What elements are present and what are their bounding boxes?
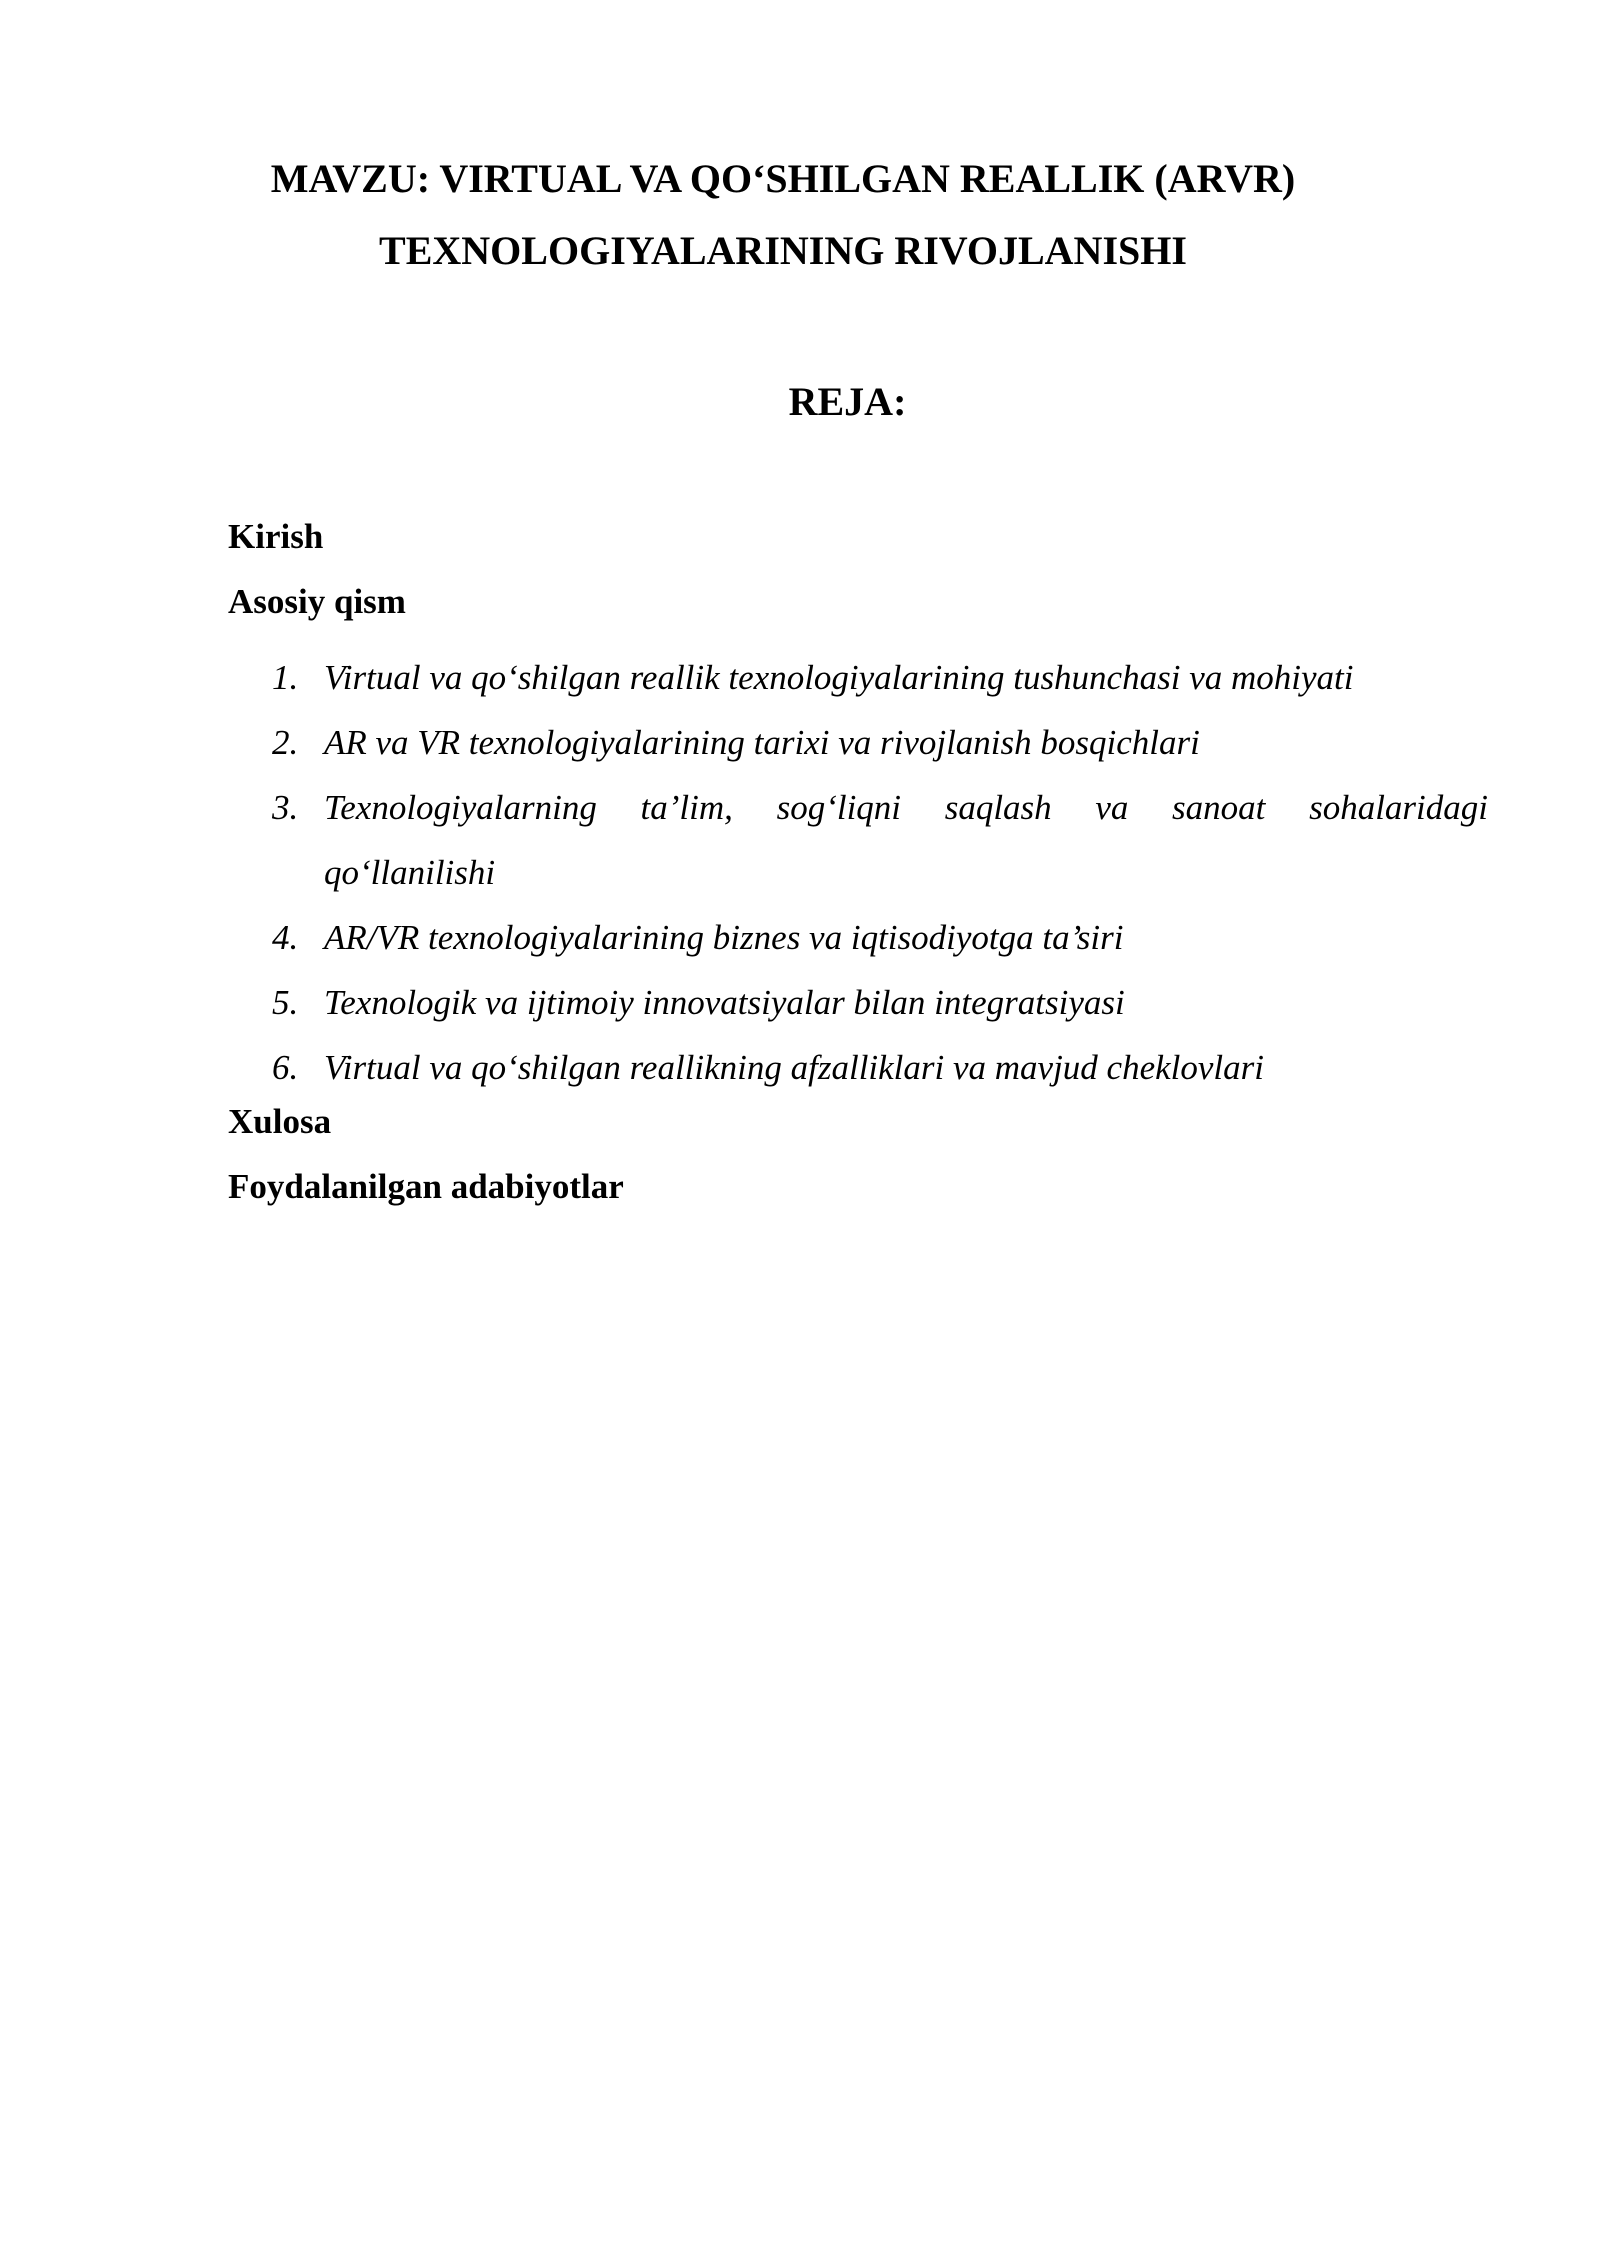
section-references: Foydalanilgan adabiyotlar xyxy=(228,1167,624,1206)
plan-item-2 xyxy=(228,710,1488,775)
plan-item-number: 5. xyxy=(272,983,299,1022)
plan-list xyxy=(228,645,1488,1100)
plan-item-text: Texnologik va ijtimoiy innovatsiyalar bilan integratsiyasi xyxy=(324,983,1125,1022)
plan-item-number: 2. xyxy=(272,723,299,762)
section-main-part: Asosiy qism xyxy=(228,582,406,621)
plan-item-4 xyxy=(228,905,1488,970)
document-title-line-1: MAVZU: VIRTUAL VA QO‘SHILGAN REALLIK (ARVR) xyxy=(270,156,1296,201)
section-conclusion: Xulosa xyxy=(228,1102,332,1141)
plan-item-number: 1. xyxy=(272,658,299,697)
plan-item-number: 4. xyxy=(272,918,299,957)
plan-item-6 xyxy=(228,1035,1488,1100)
plan-item-number: 3. xyxy=(272,788,299,827)
plan-item-text: Virtual va qo‘shilgan reallikning afzalliklari va mavjud cheklovlari xyxy=(324,1048,1264,1087)
plan-item-text: AR/VR texnologiyalarining biznes va iqtisodiyotga ta’siri xyxy=(324,918,1124,957)
document-title-line-2: TEXNOLOGIYALARINING RIVOJLANISHI xyxy=(379,228,1187,273)
section-intro: Kirish xyxy=(228,517,324,556)
plan-item-number: 6. xyxy=(272,1048,299,1087)
plan-item-text-line-2: qo‘llanilishi xyxy=(324,853,496,892)
plan-heading: REJA: xyxy=(788,379,907,424)
plan-item-text: AR va VR texnologiyalarining tarixi va rivojlanish bosqichlari xyxy=(324,723,1200,762)
plan-item-3 xyxy=(228,775,1488,905)
plan-item-text-line-1: Texnologiyalarning ta’lim, sog‘liqni saqlash va sanoat sohalaridagi xyxy=(324,788,1488,827)
plan-item-5 xyxy=(228,970,1488,1035)
plan-item-1 xyxy=(228,645,1488,710)
plan-item-text: Virtual va qo‘shilgan reallik texnologiyalarining tushunchasi va mohiyati xyxy=(324,658,1354,697)
